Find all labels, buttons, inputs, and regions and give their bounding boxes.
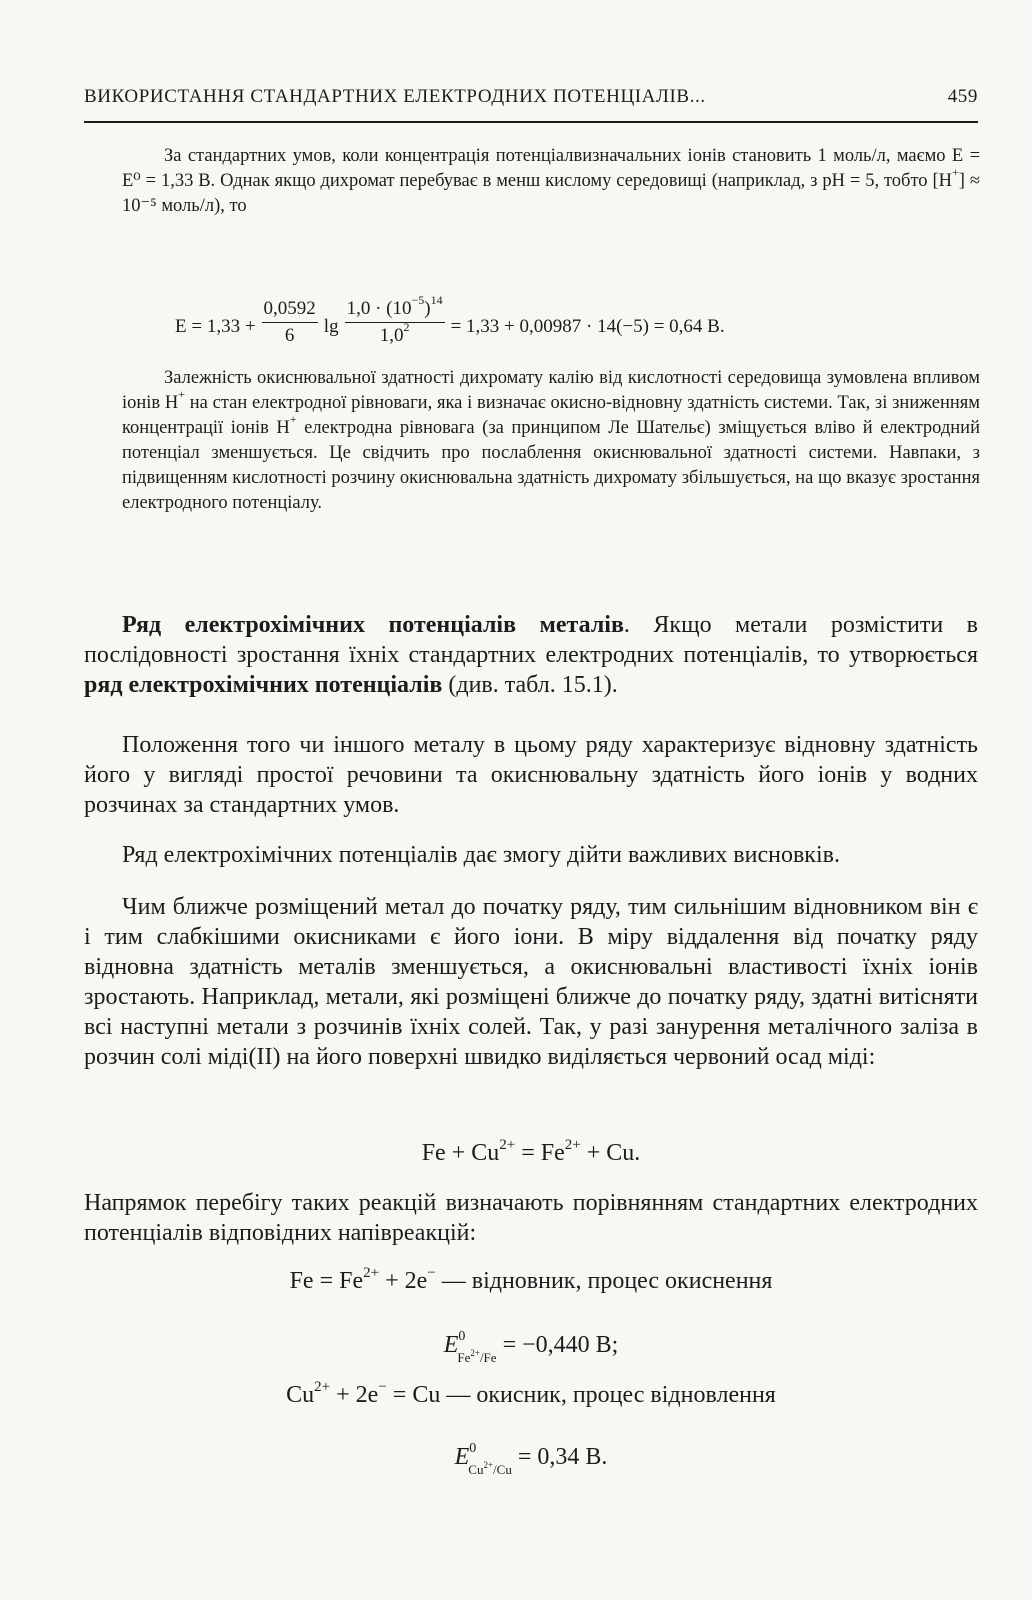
header-title: ВИКОРИСТАННЯ СТАНДАРТНИХ ЕЛЕКТРОДНИХ ПОТЕНЦІАЛІВ... bbox=[84, 86, 706, 107]
running-header bbox=[84, 86, 978, 108]
formula-rhs: = 1,33 + 0,00987 · 14(−5) = 0,64 В. bbox=[450, 315, 725, 337]
fraction-2: $\frac{1,0 \cdot (10^{-5})^{14}}{1,0^2}$ bbox=[346, 293, 443, 346]
section-heading: Ряд електрохімічних потенціалів металів bbox=[122, 612, 624, 638]
page-number: 459 bbox=[947, 86, 978, 107]
potential-cu: $E^0_{Cu^{2+}/Cu} = 0,34$ В. bbox=[454, 1441, 608, 1477]
formula-lg: lg bbox=[323, 315, 339, 337]
bold-term: ряд електрохімічних потенціалів bbox=[84, 672, 443, 698]
reducer-paragraph: Чим ближче розміщений метал до початку ряду, тим сильнішим відновником він є і тим слабкішими окисниками є його іони. В міру віддалення від початку ряду відновна здатність металів зменшується, а окиснювальні властивості їхніх іонів зростають. Наприклад, метали, які розміщені ближче до початку ряду, здатні витісняти всі наступні метали з розчинів їхніх солей. Так, у разі занурення металічного заліза в розчин солі міді(II) на його поверхні швидко виділяється червоний осад міді: bbox=[84, 894, 978, 1070]
fraction-1: $\frac{0,0592}{6}$ bbox=[263, 298, 316, 346]
potential-fe: $E^0_{Fe^{2+}/Fe} = -0,440$ В; bbox=[443, 1329, 619, 1365]
half-reaction-fe: $Fe = Fe^{2+} + 2e^-$ — відновник, процес окиснення bbox=[289, 1265, 773, 1294]
header-rule bbox=[84, 121, 978, 123]
position-paragraph: Положення того чи іншого металу в цьому ряду характеризує відновну здатність його у вигляді простої речовини та окиснювальну здатність його іонів у водних розчинах за стандартних умов. bbox=[84, 732, 978, 818]
formula-lhs: E = 1,33 + bbox=[175, 315, 256, 337]
formula-nernst bbox=[175, 282, 935, 352]
conclusions-paragraph: Ряд електрохімічних потенціалів дає змогу дійти важливих висновків. bbox=[122, 842, 840, 868]
direction-paragraph: Напрямок перебігу таких реакцій визначають порівнянням стандартних електродних потенціалів відповідних напівреакцій: bbox=[84, 1190, 978, 1246]
dependence-paragraph: Залежність окиснювальної здатності дихромату калію від кислотності середовища зумовлена впливом іонів H+ на стан електродної рівноваги, яка і визначає окисно-відновну здатність системи. Так, зі зниженням концентрації іонів H+ електродна рівновага (за принципом Ле Шательє) зміщується вліво й електродний потенціал зменшується. Це свідчить про послаблення окиснювальної здатності системи. Навпаки, з підвищенням кислотності розчину окиснювальна здатність дихромату збільшується, на що вказує зростання електродного потенціалу. bbox=[122, 368, 980, 513]
intro-paragraph: За стандартних умов, коли концентрація потенціалвизначальних іонів становить 1 моль/л, маємо E = E⁰ = 1,33 В. Однак якщо дихромат перебуває в менш кислому середовищі (наприклад, з pH = 5, тобто [H+] ≈ 10⁻⁵ моль/л), то bbox=[122, 146, 980, 216]
reaction-fe-cu: $Fe + Cu^{2+} = Fe^{2+} + Cu$. bbox=[421, 1137, 641, 1166]
series-section-paragraph: Ряд електрохімічних потенціалів металів. Якщо метали розмістити в послідовності зростання їхніх стандартних електродних потенціалів, то утворюється ряд електрохімічних потенціалів (див. табл. 15.1). bbox=[84, 612, 978, 698]
half-reaction-cu: $Cu^{2+} + 2e^- = Cu$ — окисник, процес відновлення bbox=[286, 1379, 776, 1408]
